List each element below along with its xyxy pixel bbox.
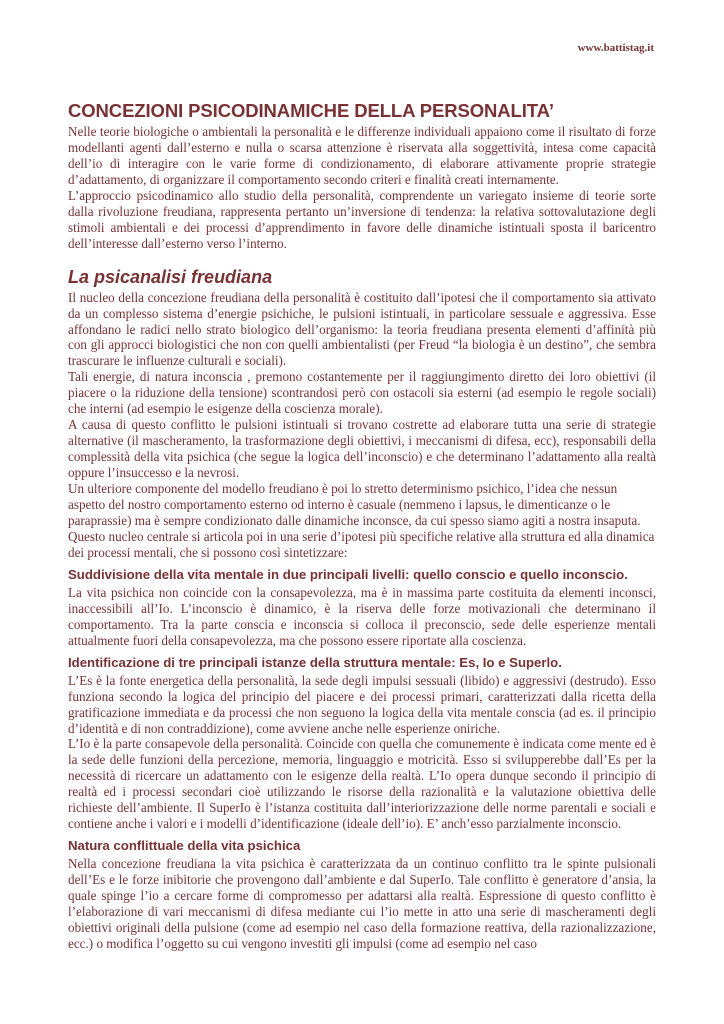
freud-paragraph-5: Questo nucleo centrale si articola poi in una serie d’ipotesi più specifiche relative alla struttura ed alla dinamica dei processi mentali, che si possono così sintetizzare: — [68, 528, 655, 560]
freud-paragraph-4: Un ulteriore componente del modello freudiano è poi lo stretto determinismo psichico, l’idea che nessun aspetto del nostro comportamento esterno od interno è casuale (nemmeno i lapsus, le dimenticanze o le paraprassie) ma è sempre condizionato dalle dinamiche inconsce, da cui spesso siamo agiti a nostra insaputa. — [68, 481, 641, 528]
section-heading-freud: La psicanalisi freudiana — [68, 266, 273, 287]
freud-paragraph-3: A causa di questo conflitto le pulsioni istintuali si trovano costrette ad elaborare tutta una serie di strategie alternative (il mascheramento, la trasformazione degli obiettivi, i meccanismi di difesa, ecc), responsabili della complessità della vita psichica (che segue la logica dell’inconscio) e che determinano l’adattamento alla realtà oppure l’insuccesso e la nevrosi. — [68, 417, 656, 481]
page-title: CONCEZIONI PSICODINAMICHE DELLA PERSONALITA’ — [68, 100, 554, 121]
site-url: www.battistag.it — [577, 42, 654, 54]
intro-paragraph-1: Nelle teorie biologiche o ambientali la personalità e le differenze individuali appaiono come il risultato di forze modellanti agenti dall’esterno e nulla o scarsa attenzione è riservata alla soggettività, intesa come capacità dell’io di interagire con le varie forme di condizionamento, di elaborare attivamente proprie strategie d’adattamento, di organizzare il comportamento secondo criteri e finalità creati internamente. — [68, 124, 656, 187]
intro-paragraph-2: L’approccio psicodinamico allo studio della personalità, comprendente un variegato insieme di teorie sorte dalla rivoluzione freudiana, rappresenta pertanto un’inversione di tendenza: la relativa sottovalutazione degli stimoli ambientali e dei processi d’apprendimento in favore delle dinamiche istintuali sposta il baricentro dell’interesse dall’esterno verso l’interno. — [68, 187, 656, 251]
levels-paragraph-1: La vita psichica non coincide con la consapevolezza, ma è in massima parte costituita da elementi inconsci, inaccessibili all’Io. L’inconscio è dinamico, è la riserva delle forze motivazionali che determinano il comportamento. Tra la parte conscia e inconscia si colloca il preconscio, sede delle esperienze mentali attualmente fuori della consapevolezza, ma che possono essere riportate alla coscienza. — [68, 584, 656, 648]
conflict-paragraph-1: Nella concezione freudiana la vita psichica è caratterizzata da un continuo conflitto tra le spinte pulsionali dell’Es e le forze inibitorie che provengono dall’ambiente e dal SuperIo. Tale conflitto è generatore d’ansia, la quale spinge l’io a cercare forme di compromesso per adattarsi alla realtà. Espressione di questo conflitto è l’elaborazione di vari meccanismi di difesa mediante cui l’io mette in atto una serie di mascheramenti degli obiettivi originali della pulsione (come ad esempio nel caso della formazione reattiva, della razionalizzazione, ecc.) o modifica l’oggetto su cui vengono investiti gli impulsi (come ad esempio nel caso — [68, 856, 656, 951]
freud-paragraph-1: Il nucleo della concezione freudiana della personalità è costituito dall’ipotesi che il comportamento sia attivato da un complesso sistema d’energie psichiche, le pulsioni istintuali, in particolare sessuale e aggressiva. Esse affondano le radici nello strato biologico dell’organismo: la teoria freudiana presenta elementi d’affinità più con gli approcci biologistici che non con quelli ambientalisti (per Freud “la biologia è un destino”, che sembra trascurare le influenze culturali e sociali). — [68, 289, 656, 369]
subheading-conflict: Natura conflittuale della vita psichica — [68, 838, 301, 854]
instances-paragraph-2: L’Io è la parte consapevole della personalità. Coincide con quella che comunemente è indicata come mente ed è la sede delle funzioni della percezione, memoria, linguaggio e motricità. Esso si svilupperebbe dall’Es per la necessità di ricercare un adattamento con le esigenze della realtà. L’Io opera dunque secondo il principio di realtà ed i processi secondari cioè utilizzando le risorse della razionalità e la valutazione obiettiva delle richieste dell’ambiente. Il SuperIo è l’istanza costituita dall’interiorizzazione delle norme parentali e sociali e contiene anche i valori e i modelli d’identificazione (ideale dell’io). E’ anch’esso parzialmente inconscio. — [68, 736, 656, 832]
subheading-levels: Suddivisione della vita mentale in due principali livelli: quello conscio e quello inconscio. — [68, 566, 628, 582]
freud-paragraph-2: Tali energie, di natura inconscia , premono costantemente per il raggiungimento diretto dei loro obiettivi (il piacere o la riduzione della tensione) scontrandosi però con ostacoli sia esterni (ad esempio le regole sociali) che interni (ad esempio le esigenze della coscienza morale). — [68, 369, 656, 417]
instances-paragraph-1: L’Es è la fonte energetica della personalità, la sede degli impulsi sessuali (libido) e aggressivi (destrudo). Esso funziona secondo la logica del principio del piacere e dei processi primari, caratterizzati dalla ricetta della gratificazione immediata e da processi che non seguono la logica della vita mentale conscia (ad es. il principio d’identità e di non contraddizione), come avviene anche nelle esperienze oniriche. — [68, 672, 656, 736]
subheading-instances: Identificazione di tre principali istanze della struttura mentale: Es, Io e Superlo. — [68, 654, 562, 670]
